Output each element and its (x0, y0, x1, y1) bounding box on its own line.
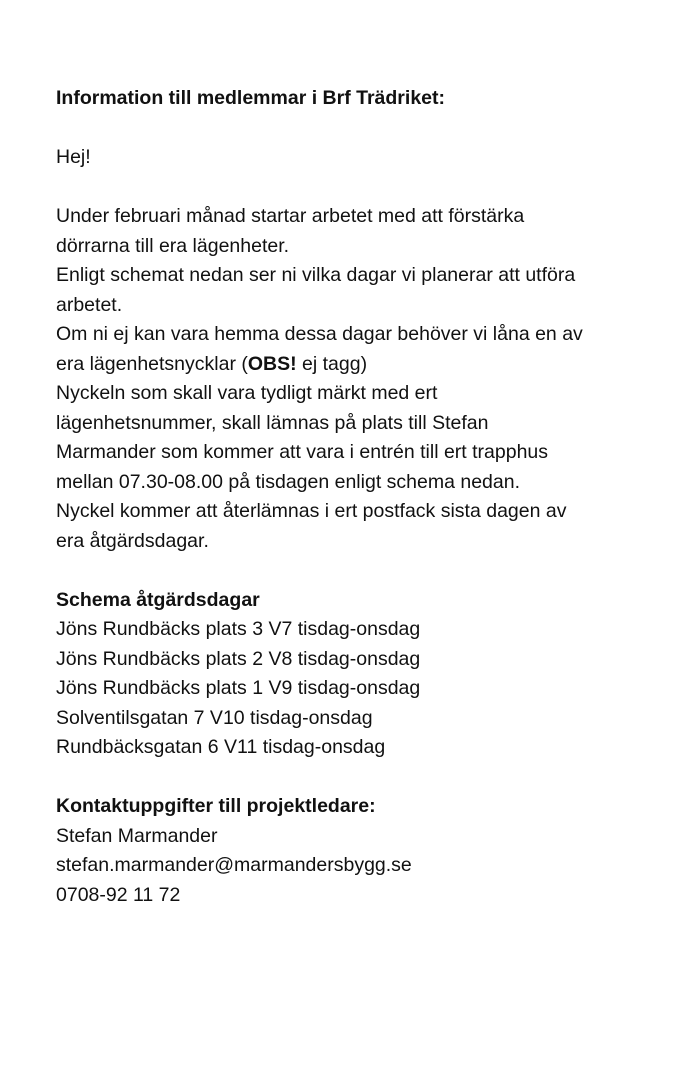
body-paragraph (56, 202, 666, 556)
contact-details (56, 822, 666, 911)
keys-line-suffix: ej tagg) (296, 352, 368, 375)
schedule-row: Rundbäcksgatan 6 V11 tisdag-onsdag (56, 736, 386, 758)
greeting: Hej! (56, 146, 91, 168)
body-line: Nyckel kommer att återlämnas i ert postfack sista dagen av (56, 500, 567, 522)
body-line: lägenhetsnummer, skall lämnas på plats till Stefan (56, 411, 489, 434)
schedule-heading: Schema åtgärdsdagar (56, 588, 260, 611)
spacer (56, 114, 666, 144)
body-line: arbetet. (56, 293, 123, 316)
body-line: era åtgärdsdagar. (56, 529, 209, 552)
spacer (56, 173, 666, 203)
schedule-row: Jöns Rundbäcks plats 1 V9 tisdag-onsdag (56, 677, 421, 699)
body-line: Nyckeln som skall vara tydligt märkt med ert (56, 382, 438, 404)
keys-line (56, 350, 666, 380)
schedule-row: Jöns Rundbäcks plats 2 V8 tisdag-onsdag (56, 647, 421, 670)
body-line: Marmander som kommer att vara i entrén till ert trapphus (56, 441, 549, 463)
contact-phone: 0708-92 11 72 (56, 883, 181, 906)
notice-document (56, 84, 666, 910)
spacer (56, 763, 666, 793)
page-title: Information till medlemmar i Brf Trädriket: (56, 87, 445, 109)
body-line: mellan 07.30-08.00 på tisdagen enligt schema nedan. (56, 470, 520, 493)
body-line: Under februari månad startar arbetet med att förstärka (56, 205, 525, 227)
schedule-row: Jöns Rundbäcks plats 3 V7 tisdag-onsdag (56, 618, 421, 640)
schedule-row: Solventilsgatan 7 V10 tisdag-onsdag (56, 706, 373, 729)
keys-line-prefix: era lägenhetsnycklar ( (56, 352, 248, 375)
contact-email: stefan.marmander@marmandersbygg.se (56, 854, 412, 876)
schedule-list (56, 615, 666, 763)
contact-name: Stefan Marmander (56, 824, 218, 847)
body-line: dörrarna till era lägenheter. (56, 234, 290, 257)
body-line: Om ni ej kan vara hemma dessa dagar behöver vi låna en av (56, 323, 583, 345)
obs-emphasis: OBS! (247, 352, 297, 375)
body-line: Enligt schemat nedan ser ni vilka dagar vi planerar att utföra (56, 264, 576, 286)
spacer (56, 556, 666, 586)
contact-heading: Kontaktuppgifter till projektledare: (56, 795, 376, 817)
